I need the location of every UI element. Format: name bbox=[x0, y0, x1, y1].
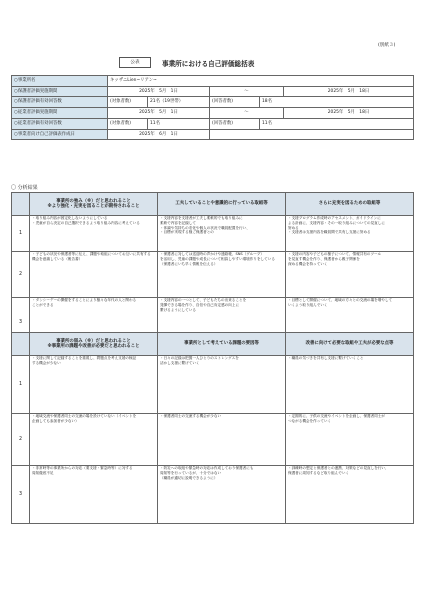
guardian-count-label: ○保護者評価有効回答数 bbox=[12, 97, 108, 108]
improve-cell: ・定期的に、子供の交流やイベントを企画し、保護者同士が つながる機会を作っていく bbox=[286, 414, 414, 466]
effort-cell: ・支援内容を支援者が工夫し柔軟的でも取り組みに 柔軟で内容を記録して ・体調や気持ちの変化や個人の状況で職員配置を行い、 ・目標が実現する様ご保護者との bbox=[158, 216, 286, 252]
staff-target-value: 11名 bbox=[148, 118, 210, 129]
form-number: (別紙３) bbox=[378, 43, 396, 48]
effort-cell: ・保護者に対しては送迎時の声かけや連絡帳、SNS（グループ） を活用し、児童の課題や成長について相談しやすい環境作りをしている （保護者にいち早く情報を伝える） bbox=[158, 252, 286, 298]
weakness-cell: ・非常時等の事業所からの対応（要支援・緊急時等）に対する 周知徹底不足 bbox=[30, 466, 158, 524]
row-number: 2 bbox=[12, 252, 30, 298]
improve-cell: ・職員の気づきを共有し支援に繋げていくこと bbox=[286, 356, 414, 414]
corner-cell bbox=[12, 333, 30, 356]
guardian-answer-label: (回答者数) bbox=[210, 97, 260, 108]
improve-cell: ・支援の内容や子どもの様子について、情報共有のツール を見直す機会を作り、保護者から親子関係を 深める機会を持っていく bbox=[286, 252, 414, 298]
guardian-period-tilde: ～ bbox=[210, 86, 284, 97]
row-number: 1 bbox=[12, 216, 30, 252]
finish-date-blank bbox=[210, 129, 414, 140]
strengths-table bbox=[11, 192, 414, 348]
effort-cell: ・支援内容の一つとして、子どもたちの出来ることを 発揮できる場を作り、自信や自己肯定感の向上に 繋げるようにしている bbox=[158, 298, 286, 348]
cause-cell: ・日々の記録は把握一人ひとりのストレングスを 活かし支援に繋げていく bbox=[158, 356, 286, 414]
guardian-answer-value: 18名 bbox=[260, 97, 414, 108]
staff-count-label: ○従業者評価有効回答数 bbox=[12, 118, 108, 129]
guardian-period-from: 2025年 5月 1日 bbox=[108, 86, 210, 97]
cause-cell: ・保護者同士の交流する機会が少ない bbox=[158, 414, 286, 466]
strengths-improve-header: さらに充実を図るための取組等 bbox=[286, 193, 414, 216]
strengths-effort-header: 工夫していることや意識的に行っている取組等 bbox=[158, 193, 286, 216]
staff-period-to: 2025年 5月 18日 bbox=[284, 108, 414, 119]
weakness-cell: ・支援に関して記録することを重視し、問題点を考え支援の検証 する機会が少ない bbox=[30, 356, 158, 414]
staff-period-from: 2025年 5月 1日 bbox=[108, 108, 210, 119]
strengths-header: 事業所の強み（※）だと思われること ※より強化・充実を図ることが期待されること bbox=[30, 193, 158, 216]
office-name-value: キッザニLien~リアン~ bbox=[108, 76, 414, 87]
row-number: 3 bbox=[12, 466, 30, 524]
strength-cell: ・取り組み内容が固定化しないようにしている ・児童が自ら決定の自己選択できるよう取り組み内容に考えている bbox=[30, 216, 158, 252]
finish-date-label: ○事業者向け自己評価表作成日 bbox=[12, 129, 108, 140]
corner-cell bbox=[12, 193, 30, 216]
improve-cell: ・目標として開催について、地域の方々との交流の場を増やして いくよう取り組んでいく bbox=[286, 298, 414, 348]
guardian-target-value: 21名（19世帯） bbox=[148, 97, 210, 108]
strength-cell: ・子どもの状況や保護者等に伝え、課題や取組についてお互いに共有する 機会を意識している（報告書） bbox=[30, 252, 158, 298]
cause-cell: ・防災への取組や緊急時の対応は作成しており保護者にも 周知等を行っているが、十分ではない （職員が適切に説明できるように） bbox=[158, 466, 286, 524]
improve-cell: ・支援プログラム作成時のアセスメント、ガイドラインに よる計画に、支援内容・その一取り組みについての見直しに 努める ・支援者は支援内容を職員間で共有し支援に努める bbox=[286, 216, 414, 252]
staff-period-tilde: ～ bbox=[210, 108, 284, 119]
staff-target-label: (対象者数) bbox=[108, 118, 148, 129]
row-number: 1 bbox=[12, 356, 30, 414]
improve-cell: ・訓練時の想定と保護者との連携、対策などの見直しを行い、 保護者に周知するなど取り組んでいく bbox=[286, 466, 414, 524]
weaknesses-table bbox=[11, 332, 414, 524]
strength-cell: ・ダンシーデーの開催をすることにより様々な年代の人と関わる ことができる bbox=[30, 298, 158, 348]
office-name-label: ○事業所名 bbox=[12, 76, 108, 87]
weaknesses-cause-header: 事業所として考えている課題の要因等 bbox=[158, 333, 286, 356]
guardian-period-to: 2025年 5月 18日 bbox=[284, 86, 414, 97]
analysis-label: 〇 分析結果 bbox=[11, 185, 38, 191]
staff-answer-value: 11名 bbox=[260, 118, 414, 129]
row-number: 3 bbox=[12, 298, 30, 348]
staff-answer-label: (回答者数) bbox=[210, 118, 260, 129]
info-table bbox=[11, 75, 414, 140]
weaknesses-header: 事業所の弱み（※）だと思われること ※事業所の課題や改善が必要だと思われること bbox=[30, 333, 158, 356]
weakness-cell: ・地域交流や保護者同士の交流の場を設けていない（イベントを 企画しても参加者が少ない） bbox=[30, 414, 158, 466]
guardian-target-label: (対象者数) bbox=[108, 97, 148, 108]
weaknesses-improve-header: 改善に向けて必要な取組や工夫が必要な点等 bbox=[286, 333, 414, 356]
finish-date-value: 2025年 6月 1日 bbox=[108, 129, 210, 140]
guardian-period-label: ○保護者評価実施期間 bbox=[12, 86, 108, 97]
public-badge: 公表 bbox=[119, 57, 151, 68]
row-number: 2 bbox=[12, 414, 30, 466]
staff-period-label: ○従業者評価実施期間 bbox=[12, 108, 108, 119]
page-title: 事業所における自己評価総括表 bbox=[162, 60, 255, 68]
